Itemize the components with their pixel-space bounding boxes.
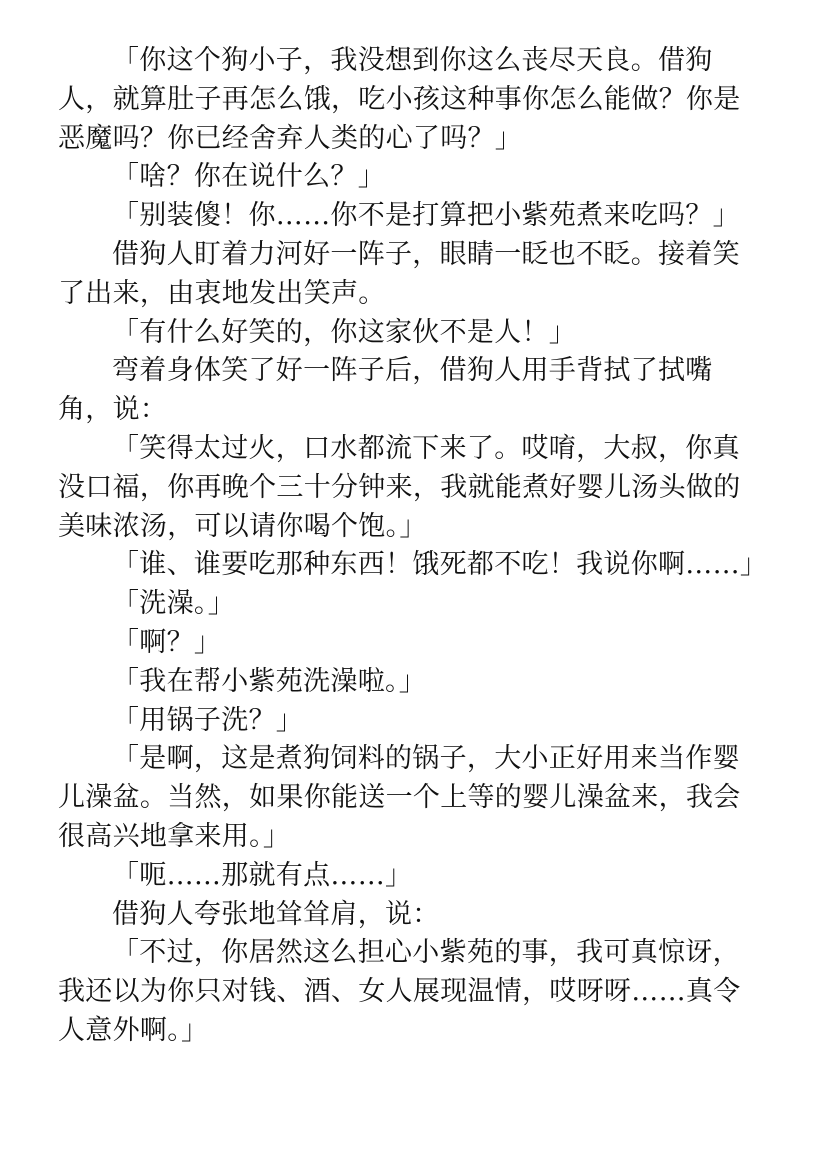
- paragraph: 「用锅子洗？」: [112, 704, 304, 736]
- paragraph: 「谁、谁要吃那种东西！饿死都不吃！我说你啊……」: [112, 549, 768, 581]
- paragraph: 弯着身体笑了好一阵子后，借狗人用手背拭了拭嘴角，说：: [58, 355, 713, 426]
- paragraph: 「别装傻！你……你不是打算把小紫苑煮来吃吗？」: [112, 200, 740, 232]
- paragraph: 「你这个狗小子，我没想到你这么丧尽天良。借狗人，就算肚子再怎么饿，吃小孩这种事你怎么能做？你是恶魔吗？你已经舍弃人类的心了吗？」: [58, 45, 741, 154]
- paragraph: 借狗人盯着力河好一阵子，眼睛一眨也不眨。接着笑了出来，由衷地发出笑声。: [58, 238, 740, 309]
- paragraph: 「不过，你居然这么担心小紫苑的事，我可真惊讶，我还以为你只对钱、酒、女人展现温情，哎呀呀……真令人意外啊。」: [58, 937, 741, 1046]
- paragraph: 「呃……那就有点……」: [112, 859, 413, 891]
- paragraph: 「我在帮小紫苑洗澡啦。」: [112, 665, 427, 697]
- paragraph: 「笑得太过火，口水都流下来了。哎唷，大叔，你真没口福，你再晚个三十分钟来，我就能煮好婴儿汤头做的美味浓汤，可以请你喝个饱。」: [58, 432, 741, 542]
- paragraph: 借狗人夸张地耸耸肩，说：: [112, 898, 440, 930]
- paragraph: 「有什么好笑的，你这家伙不是人！」: [112, 316, 577, 348]
- paragraph: 「是啊，这是煮狗饲料的锅子，大小正好用来当作婴儿澡盆。当然，如果你能送一个上等的婴儿澡盆来，我会很高兴地拿来用。」: [58, 743, 741, 852]
- paragraph: 「洗澡。」: [112, 588, 235, 620]
- paragraph: 「啥？你在说什么？」: [112, 161, 385, 193]
- paragraph: 「啊？」: [112, 626, 222, 658]
